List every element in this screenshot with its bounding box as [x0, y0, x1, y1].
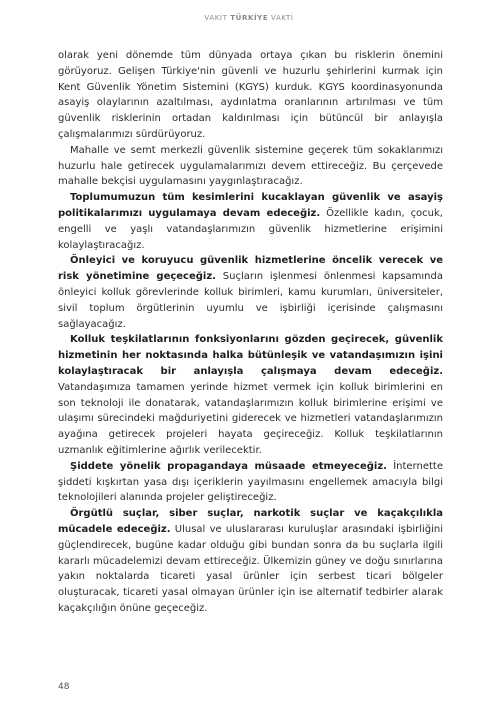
header-post: VAKTİ: [268, 14, 294, 22]
paragraph-text: Mahalle ve semt merkezli güvenlik sistemine geçerek tüm sokaklarımızı huzurlu hale getirecek uygulamalarımızı devem ettireceğiz. Bu çerçevede mahalle bekçisi uygulamasını yaygınlaştıracağız.: [58, 144, 443, 188]
paragraph: [58, 143, 443, 190]
paragraph-lead: Kolluk teşkilatlarının fonksiyonlarını gözden geçirecek, güvenlik hizmetinin her noktasında halka bütünleşik ve vatandaşımızın işini kolaylaştıracak bir anlayışla çalışmaya devam edeceğiz.: [58, 334, 443, 377]
paragraph-text: Suçların işlenmesi önlenmesi kapsamında önleyici kolluk görevlerinde kolluk birimleri, kamu kurumları, üniversiteler, sivil toplum örgütlerinin uyumlu ve işbirliği içerisinde çalışmasını sağlayacağız.: [58, 271, 443, 330]
paragraph-lead: Önleyici ve koruyucu güvenlik hizmetlerine öncelik verecek ve risk yönetimine geçeceğiz.: [58, 255, 443, 283]
paragraph: [58, 253, 443, 332]
running-header: [0, 14, 498, 22]
header-brand: TÜRKİYE: [230, 14, 269, 22]
paragraph: [58, 459, 443, 506]
paragraph: [58, 332, 443, 458]
paragraph: [58, 190, 443, 253]
paragraph-text: Özellikle kadın, çocuk, engelli ve yaşlı vatandaşlarımızın güvenlik hizmetlerine erişimini kolaylaştıracağız.: [58, 207, 443, 251]
paragraph: [58, 48, 443, 143]
paragraph-text: Ulusal ve uluslararası kuruluşlar arasındaki işbirliğini güçlendirecek, bugüne kadar olduğu gibi bundan sonra da bu suçlarla ilgili kararlı mücadelemizi devam ettireceğiz. Ülkemizin güney ve doğu sınırlarına yakın noktalarda ticareti yasal ürünler için serbest ticari bölgeler oluşturacak, ticareti yasal olmayan ürünler için ise alternatif tedbirler alarak kaçakçılığın önüne geçeceğiz.: [58, 523, 444, 614]
paragraph-text: olarak yeni dönemde tüm dünyada ortaya çıkan bu risklerin önemini görüyoruz. Gelişen Türkiye'nin güvenli ve huzurlu şehirlerini kurmak için Kent Güvenlik Yönetim Sistemini (KGYS) kurduk. KGYS koordinasyonunda asayiş olaylarının azaltılması, aydınlatma oranlarının artırılması ve tüm güvenlik risklerinin ortadan kaldırılması için bütüncül bir anlayışla çalışmalarımızı sürdürüyoruz.: [58, 50, 443, 140]
body-text: [58, 48, 443, 617]
paragraph: [58, 506, 443, 617]
paragraph-lead: Toplumumuzun tüm kesimlerini kucaklayan güvenlik ve asayiş politikalarımızı uygulamaya devam edeceğiz.: [58, 192, 443, 219]
page-number: 48: [58, 682, 70, 692]
paragraph-text: Vatandaşımıza tamamen yerinde hizmet vermek için kolluk birimlerini en son teknoloji ile donatarak, vatandaşlarımızın kolluk birimlerine erişimi ve ulaşımı sürecindeki mağduriyetini giderecek ve hizmetleri vatandaşlarımızın ayağına getirecek projeleri hayata geçireceğiz. Kolluk teşkilatlarının uzmanlık eğitimlerine ağırlık verilecektir.: [58, 381, 443, 456]
header-pre: VAKİT: [204, 14, 231, 22]
paragraph-lead: Örgütlü suçlar, siber suçlar, narkotik suçlar ve kaçakçılıkla mücadele edeceğiz.: [58, 508, 443, 535]
paragraph-text: İnternette şiddeti kışkırtan yasa dışı içeriklerin yayılmasını engellemek amacıyla bilgi teknolojileri alanında projeler geliştireceğiz.: [58, 460, 443, 504]
paragraph-lead: Şiddete yönelik propagandaya müsaade etmeyeceğiz.: [70, 460, 387, 472]
